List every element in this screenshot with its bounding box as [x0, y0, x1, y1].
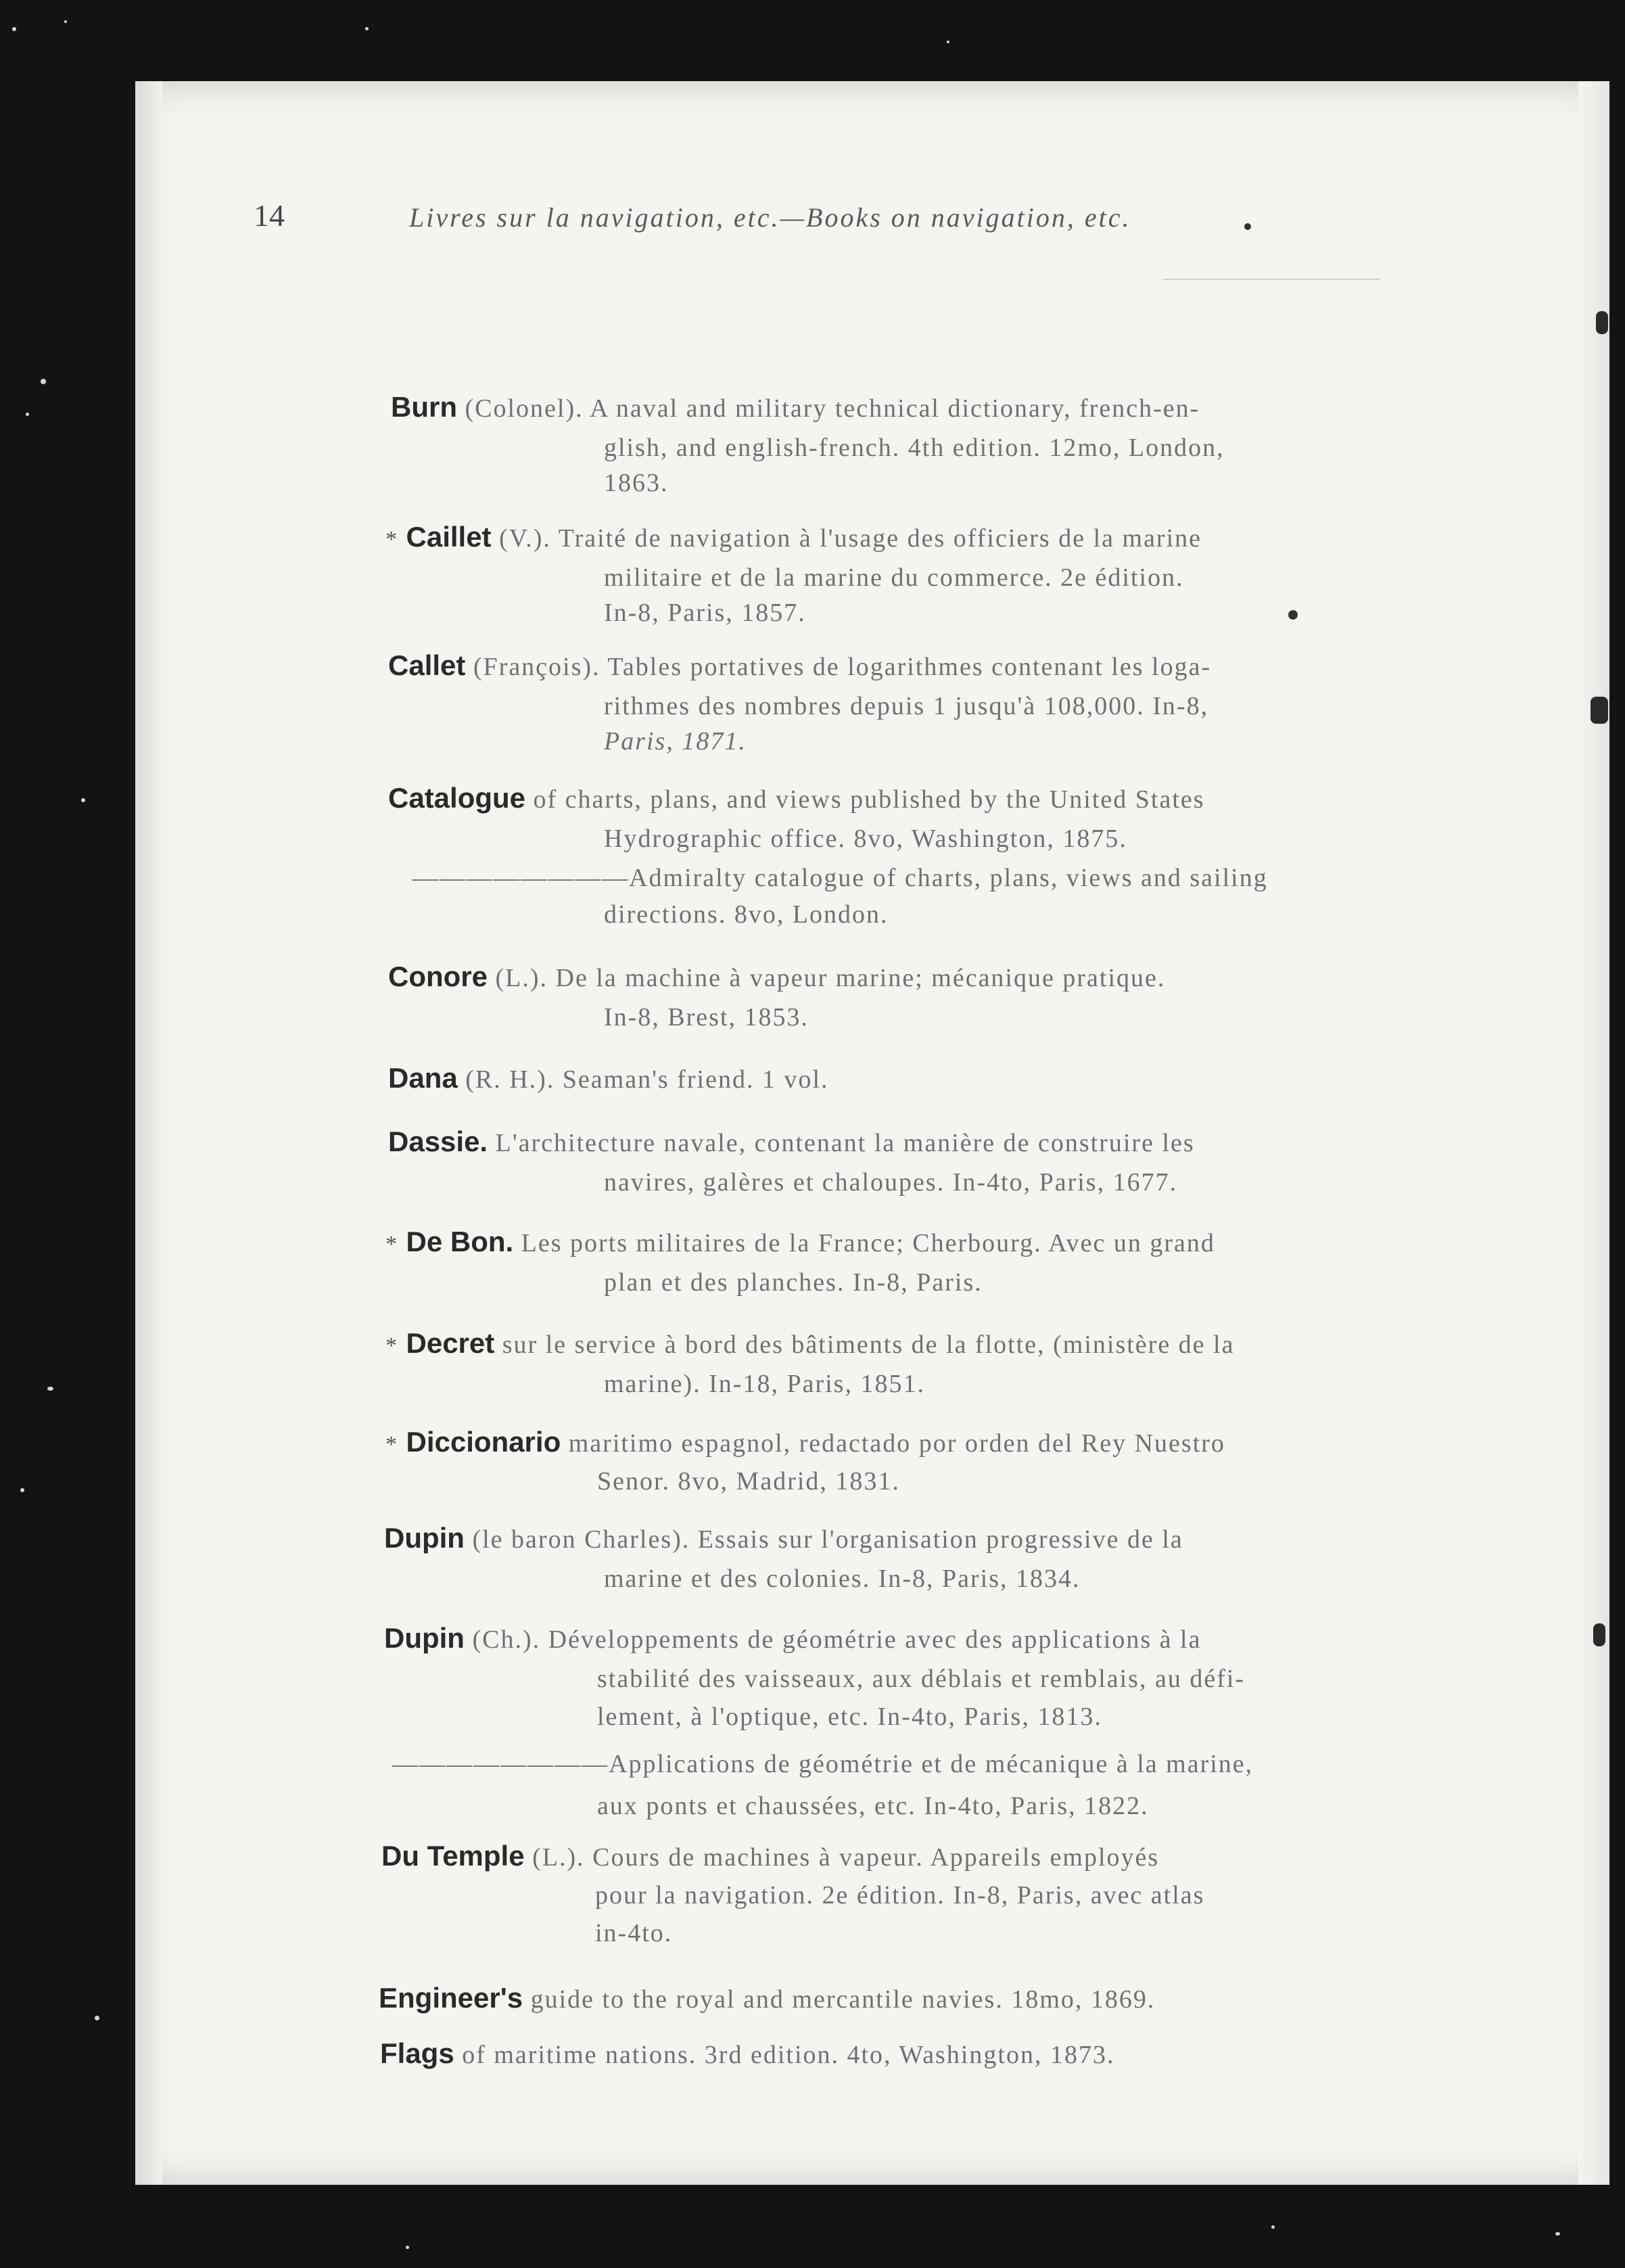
entry-line: militaire et de la marine du commerce. 2e édition.: [604, 563, 1184, 592]
entry-heading: Decret: [406, 1327, 495, 1359]
page-fold-shadow: [135, 81, 162, 2185]
entry-heading: Du Temple: [381, 1840, 525, 1872]
header-rule: [1163, 279, 1380, 280]
entry-heading: Callet: [388, 649, 466, 681]
entry-heading: Diccionario: [406, 1426, 561, 1458]
entry-heading: Flags: [380, 2037, 454, 2069]
entry-line: In-8, Brest, 1853.: [604, 1003, 809, 1032]
entry-text: (L.). Cours de machines à vapeur. Appareils employés: [524, 1843, 1160, 1872]
entry-text: Admiralty catalogue of charts, plans, views and sailing: [629, 864, 1268, 892]
entry-line: pour la navigation. 2e édition. In-8, Paris, avec atlas: [595, 1881, 1205, 1910]
entry-text: Applications de géométrie et de mécanique à la marine,: [609, 1750, 1254, 1778]
entry-text: (V.). Traité de navigation à l'usage des officiers de la marine: [491, 524, 1202, 553]
entry-line: stabilité des vaisseaux, aux déblais et remblais, au défi-: [597, 1665, 1246, 1693]
bleed-mark: [1596, 311, 1608, 334]
entry-heading: Dassie.: [388, 1126, 488, 1157]
entry-heading: Dupin: [384, 1622, 465, 1654]
entry-line: marine et des colonies. In-8, Paris, 1834.: [604, 1565, 1081, 1593]
entry-heading: De Bon.: [406, 1226, 514, 1257]
entry-line: marine). In-18, Paris, 1851.: [604, 1370, 925, 1398]
entry-line: Hydrographic office. 8vo, Washington, 1875.: [604, 825, 1127, 853]
entry-text: (Colonel). A naval and military technical dictionary, french-en-: [457, 394, 1200, 423]
ditto-dash: ————————: [413, 864, 629, 892]
entry-heading: Engineer's: [379, 1982, 523, 2014]
entry-text: of maritime nations. 3rd edition. 4to, Washington, 1873.: [454, 2041, 1115, 2069]
star-mark: *: [385, 1432, 398, 1457]
entry-heading: Dana: [388, 1062, 458, 1094]
entry-heading: Catalogue: [388, 782, 526, 814]
bleed-mark: [1593, 1623, 1605, 1646]
entry-text: (le baron Charles). Essais sur l'organisation progressive de la: [464, 1525, 1183, 1554]
entry-line: glish, and english-french. 4th edition. 12mo, London,: [604, 434, 1225, 462]
page-number: 14: [254, 198, 285, 233]
star-mark: *: [385, 1232, 398, 1257]
star-mark: *: [385, 527, 398, 552]
entry-line: aux ponts et chaussées, etc. In-4to, Paris, 1822.: [597, 1792, 1149, 1820]
entry-line: Paris, 1871.: [604, 727, 747, 756]
entry-heading: Caillet: [406, 521, 492, 553]
entry-line: directions. 8vo, London.: [604, 900, 889, 929]
entry-text: (R. H.). Seaman's friend. 1 vol.: [457, 1065, 829, 1094]
bleed-mark: [1591, 697, 1608, 724]
running-title: Livres sur la navigation, etc.—Books on navigation, etc.: [409, 202, 1131, 233]
entry-text: guide to the royal and mercantile navies. 18mo, 1869.: [523, 1985, 1156, 2014]
star-mark: *: [385, 1333, 398, 1358]
entry-text: Les ports militaires de la France; Cherbourg. Avec un grand: [513, 1229, 1215, 1257]
entry-line: in-4to.: [595, 1919, 673, 1947]
entry-text: (L.). De la machine à vapeur marine; mécanique pratique.: [488, 964, 1166, 992]
entry-line: rithmes des nombres depuis 1 jusqu'à 108,000. In-8,: [604, 692, 1209, 720]
entry-text: of charts, plans, and views published by the United States: [525, 785, 1205, 814]
entry-line: In-8, Paris, 1857.: [604, 599, 806, 627]
entry-line: Senor. 8vo, Madrid, 1831.: [597, 1467, 900, 1496]
entry-heading: Conore: [388, 961, 488, 992]
entry-line: navires, galères et chaloupes. In-4to, Paris, 1677.: [604, 1168, 1178, 1197]
ink-spot: [1288, 610, 1298, 620]
entry-text: maritimo espagnol, redactado por orden del Rey Nuestro: [561, 1429, 1225, 1458]
page-header: [254, 198, 1302, 238]
entry-text: (François). Tables portatives de logarithmes contenant les loga-: [465, 653, 1212, 681]
entry-heading: Burn: [391, 391, 457, 423]
entry-heading: Dupin: [384, 1522, 465, 1554]
entry-line: 1863.: [604, 469, 669, 497]
page-edge-shadow: [1578, 81, 1609, 2185]
ditto-dash: ————————: [392, 1750, 609, 1778]
entry-text: L'architecture navale, contenant la manière de construire les: [488, 1129, 1195, 1157]
entry-line: lement, à l'optique, etc. In-4to, Paris, 1813.: [597, 1703, 1102, 1731]
entry-text: sur le service à bord des bâtiments de la flotte, (ministère de la: [494, 1330, 1235, 1359]
entry-line: plan et des planches. In-8, Paris.: [604, 1268, 983, 1297]
entry-text: (Ch.). Développements de géométrie avec des applications à la: [464, 1625, 1202, 1654]
